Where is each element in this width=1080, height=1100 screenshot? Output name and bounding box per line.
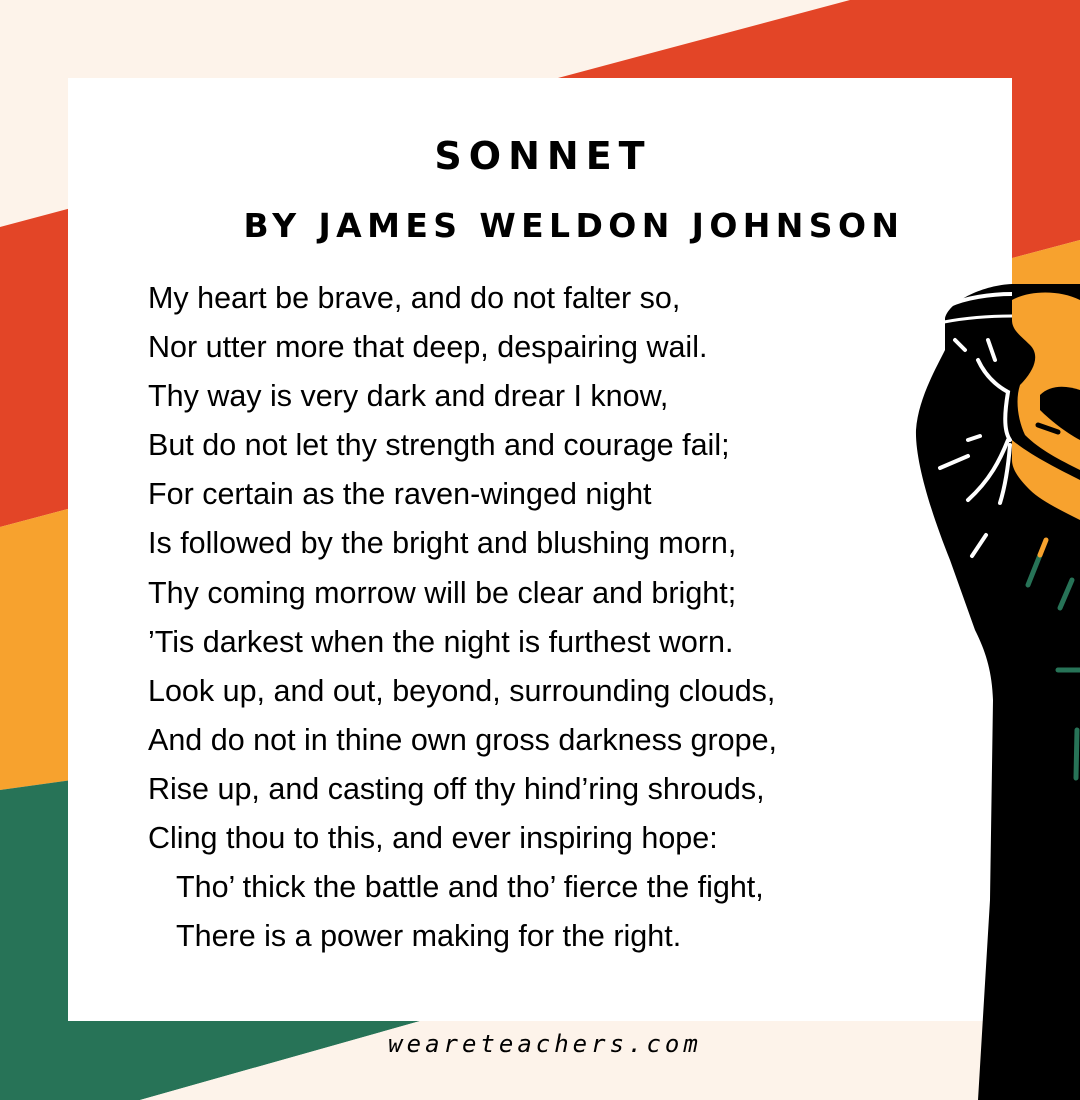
site-footer: weareteachers.com <box>388 1030 702 1058</box>
poem-line: Is followed by the bright and blushing morn, <box>148 526 737 561</box>
poem-line: Rise up, and casting off thy hind’ring shrouds, <box>148 771 765 806</box>
poem-line: Thy way is very dark and drear I know, <box>148 379 669 414</box>
poem-line: There is a power making for the right. <box>176 919 682 954</box>
poem-line: And do not in thine own gross darkness grope, <box>148 722 778 757</box>
poem-line: My heart be brave, and do not falter so, <box>148 281 681 315</box>
poem-line: Thy coming morrow will be clear and bright; <box>148 575 737 610</box>
poem-line: Tho’ thick the battle and tho’ fierce the fight, <box>176 870 764 905</box>
poem-line: ’Tis darkest when the night is furthest worn. <box>148 624 734 659</box>
poem-body <box>148 274 777 961</box>
poem-line: Cling thou to this, and ever inspiring hope: <box>148 821 718 856</box>
poem-card <box>68 78 1012 1021</box>
poem-line: But do not let thy strength and courage fail; <box>148 428 730 463</box>
poem-line: Look up, and out, beyond, surrounding clouds, <box>148 673 776 708</box>
poem-line: For certain as the raven-winged night <box>148 477 652 512</box>
poem-line: Nor utter more that deep, despairing wail. <box>148 330 708 365</box>
poem-author: BY JAMES WELDON JOHNSON <box>243 206 905 245</box>
poem-title: SONNET <box>434 134 652 178</box>
